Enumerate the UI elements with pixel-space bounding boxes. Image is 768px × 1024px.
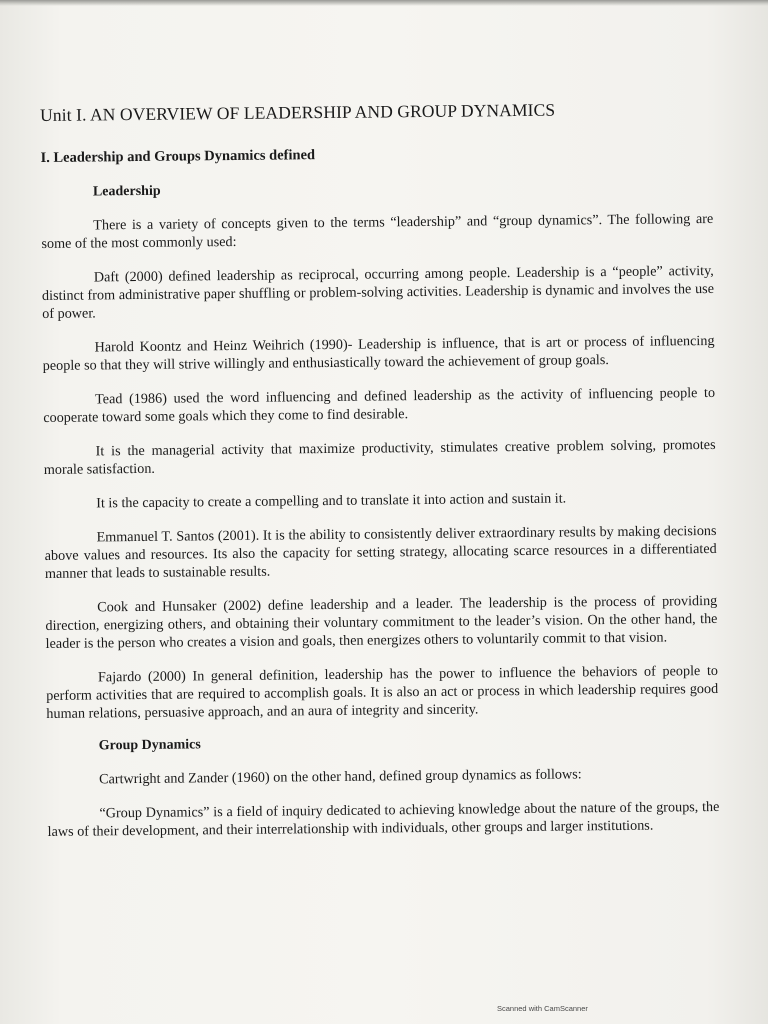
paragraph-managerial: It is the managerial activity that maximize productivity, stimulates creative problem solving, promotes morale satisfaction. xyxy=(43,436,716,478)
paragraph-intro: There is a variety of concepts given to the terms “leadership” and “group dynamics”. The following are some of the most commonly used: xyxy=(41,210,714,252)
page-top-edge xyxy=(0,0,768,6)
paragraph-capacity: It is the capacity to create a compelling and to translate it into action and sustain it. xyxy=(96,490,567,512)
group-dynamics-heading: Group Dynamics xyxy=(98,737,201,754)
leadership-heading: Leadership xyxy=(92,183,161,200)
scanner-watermark: Scanned with CamScanner xyxy=(497,1004,588,1013)
section-title: I. Leadership and Groups Dynamics defined xyxy=(40,147,316,166)
paragraph-daft: Daft (2000) defined leadership as reciprocal, occurring among people. Leadership is a “people” activity, distinct from administrative paper shuffling or problem-solving activities. Leadership is dynamic and involves the use of power. xyxy=(41,262,715,322)
paragraph-fajardo: Fajardo (2000) In general definition, leadership has the power to influence the behaviors of people to perform activities that are required to accomplish goals. It is also an act or process in which leadership requires good human relations, persuasive approach, and an aura of integrity and sincerity. xyxy=(46,662,719,722)
paragraph-tead: Tead (1986) used the word influencing and defined leadership as the activity of influencing people to cooperate toward some goals which they come to find desirable. xyxy=(43,384,716,426)
paragraph-koontz: Harold Koontz and Heinz Weihrich (1990)- Leadership is influence, that is art or process of influencing people so that they will strive willingly and enthusiastically toward the achievement of group goals. xyxy=(42,332,715,374)
document-body xyxy=(40,98,720,857)
paragraph-group-definition: “Group Dynamics” is a field of inquiry dedicated to achieving knowledge about the nature of the groups, the laws of their development, and their interrelationship with individuals, other groups and larger institutions. xyxy=(47,798,720,840)
paragraph-cartwright: Cartwright and Zander (1960) on the other hand, defined group dynamics as follows: xyxy=(98,766,582,788)
paragraph-santos: Emmanuel T. Santos (2001). It is the ability to consistently deliver extraordinary results by making decisions above values and resources. Its also the capacity for setting strategy, allocating scarce resources in a differentiated manner that leads to sustainable results. xyxy=(44,522,717,582)
unit-title: Unit I. AN OVERVIEW OF LEADERSHIP AND GROUP DYNAMICS xyxy=(40,99,556,125)
paragraph-cook: Cook and Hunsaker (2002) define leadership and a leader. The leadership is the process of providing direction, energizing others, and obtaining their voluntary commitment to the leader’s vision. On the other hand, the leader is the person who creates a vision and goals, then energizes others to voluntarily commit to that vision. xyxy=(45,592,718,652)
